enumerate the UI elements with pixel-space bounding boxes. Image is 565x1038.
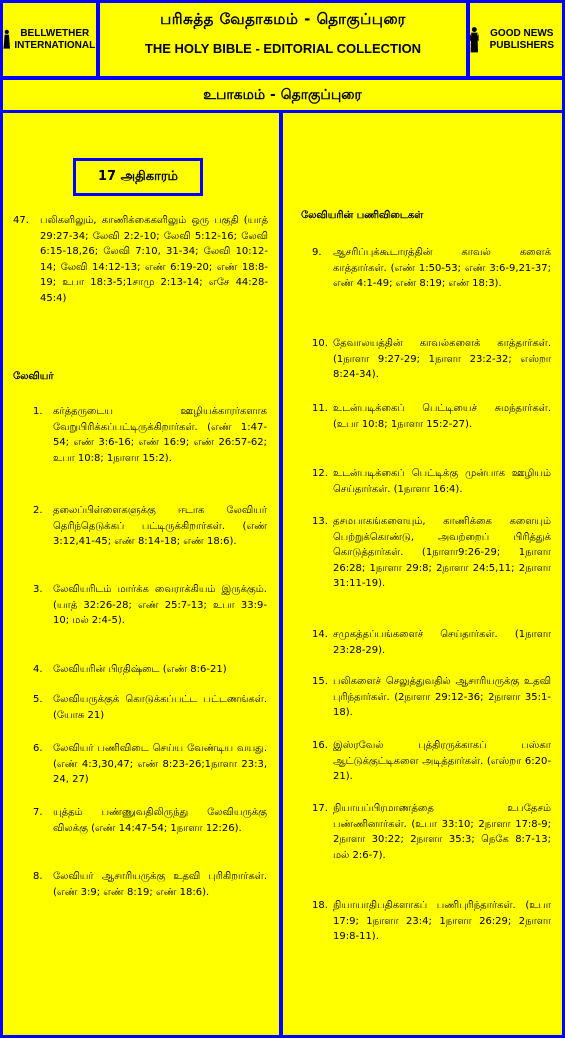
left-item-7-number: 7. bbox=[33, 807, 43, 818]
left-item-6-number: 6. bbox=[33, 743, 43, 754]
left-item-4-number: 4. bbox=[33, 664, 43, 675]
right-item-14-text: சமுகத்தப்பங்களைச் செய்தார்கள். (1நாளா 23:28-29). bbox=[333, 629, 551, 656]
bellwether-figure-icon bbox=[3, 20, 11, 60]
left-logo-text: BELLWETHER INTERNATIONAL bbox=[14, 27, 96, 51]
right-item-15-number: 15. bbox=[312, 676, 328, 687]
left-item-5-number: 5. bbox=[33, 694, 43, 705]
title-english: THE HOLY BIBLE - EDITORIAL COLLECTION bbox=[144, 41, 422, 56]
left-item-2-number: 2. bbox=[33, 505, 43, 516]
header-title-box bbox=[100, 3, 466, 76]
item-47-number: 47. bbox=[13, 215, 29, 226]
left-item-6-text: லேவியர் பணிவிடை செய்ய வேண்டிய வயது. (எண் 4:3,30,47; எண் 8:23-26;1நாளா 23:3, 24, 27) bbox=[53, 743, 267, 785]
right-item-11-text: உடன்படிக்கைப் பெட்டியைச் சுமந்தார்கள். (உபா 10:8; 1நாளா 15:2-27). bbox=[333, 403, 551, 430]
right-item-11-number: 11. bbox=[312, 403, 328, 414]
right-item-10-number: 10. bbox=[312, 338, 328, 349]
left-item-1-text: கர்த்தருடைய ஊழியக்காரர்களாக வேறுபிரிக்கப்பட்டிருக்கிறார்கள். (எண் 1:47-54; எண் 3:6-16; எண் 16:9; எண் 26:57-62; உபா 10:8; 1நாளா 15:2). bbox=[53, 406, 267, 464]
right-item-12-number: 12. bbox=[312, 468, 328, 479]
right-item-9-text: ஆசரிப்புக்கூடாரத்தின் காவல் களைக் காத்தார்கள். (எண் 1:50-53; எண் 3:6-9,21-37; எண் 4:1-49; எண் 8:19; எண் 18:3). bbox=[333, 247, 551, 289]
left-item-4-text: லேவியரின் பிரதிஷ்டை (எண் 8:6-21) bbox=[53, 664, 227, 675]
right-item-13-number: 13. bbox=[312, 516, 328, 527]
left-item-5-text: லேவியருக்குக் கொடுக்கப்பட்ட பட்டணங்கள். (யோசு 21) bbox=[53, 694, 267, 721]
left-section-heading: லேவியர் bbox=[13, 371, 54, 382]
right-item-14-number: 14. bbox=[312, 629, 328, 640]
right-item-17-text: நியாயப்பிரமாணத்தை உபதேசம் பண்ணினார்கள். (உபா 33:10; 2நாளா 17:8-9; 2நாளா 30:22; 2நாளா 35:3; நெகே 8:7-13; மல் 2:6-7). bbox=[333, 803, 551, 861]
right-item-12-text: உடன்படிக்கைப் பெட்டிக்கு முன்பாக ஊழியம் செய்தார்கள். (1நாளா 16:4). bbox=[333, 468, 551, 495]
left-item-8-number: 8. bbox=[33, 871, 43, 882]
chapter-title: 17 அதிகாரம் bbox=[73, 158, 203, 196]
right-item-13-text: தசமபாகங்களையும், காணிக்கை களையும் பெற்றுக்கொண்டு, அவற்றைப் பிரித்துக் கொடுத்தார்கள். (1நாளா9:26-29; 1நாளா 26:28; 1நாளா 29:8; 2நாளா 24:5,11; 2நாளா 31:11-19). bbox=[333, 516, 551, 589]
right-section-heading: லேவியரின் பணிவிடைகள் bbox=[301, 210, 424, 221]
right-item-9-number: 9. bbox=[312, 247, 322, 258]
left-item-7-text: யுத்தம் பண்ணுவதிலிருந்து லேவியருக்கு விலக்கு (எண் 14:47-54; 1நாளா 12:26). bbox=[53, 807, 267, 834]
left-logo bbox=[3, 3, 96, 76]
right-item-16-number: 16. bbox=[312, 740, 328, 751]
left-item-8-text: லேவியர் ஆசாரியருக்கு உதவி புரிகிறார்கள். (எண் 3:9; எண் 8:19; எண் 18:6). bbox=[53, 871, 267, 898]
item-47-text: பலிகளிலும், காணிக்கைகளிலும் ஒரு பகுதி (யாத் 29:27-34; லேவி 2:2-10; லேவி 5:12-16; லேவி 6:15-18,26; லேவி 7:10, 31-34; லேவி 10:12-14; லேவி 14:12-13; எண் 6:19-20; எண் 18:8-19; உபா 18:3-5;1சாமு 2:13-14; எசே 44:28-45:4) bbox=[40, 215, 268, 304]
subtitle: உபாகமம் - தொகுப்புரை bbox=[3, 80, 562, 110]
left-item-3-text: லேவியரிடம் மார்க்க வைராக்கியம் இருக்கும். (யாத் 32:26-28; எண் 25:7-13; உபா 33:9-10; மல் 2:4-5). bbox=[53, 584, 267, 626]
right-item-16-text: இஸ்ரவேல் புத்திரருக்காகப் பஸ்கா ஆட்டுக்குட்டிகளை அடித்தார்கள். (எஸ்றா 6:20-21). bbox=[333, 740, 551, 782]
left-item-2-text: தலைப்பிள்ளைகளுக்கு ஈடாக லேவியர் தெரிந்தெடுக்கப் பட்டிருக்கிறார்கள். (எண் 3:12,41-45; எண் 8:14-18; எண் 18:6). bbox=[53, 505, 267, 547]
right-item-10-text: தேவாலயத்தின் காவல்களைக் காத்தார்கள். (1நாளா 9:27-29; 1நாளா 23:2-32; எஸ்றா 8:24-34). bbox=[333, 338, 551, 380]
right-item-18-number: 18. bbox=[312, 900, 328, 911]
left-column bbox=[3, 113, 279, 1035]
title-tamil: பரிசுத்த வேதாகமம் - தொகுப்புரை bbox=[160, 10, 406, 28]
right-item-15-text: பலிகளைச் செலுத்துவதில் ஆசாரியருக்கு உதவி புரிந்தார்கள். (2நாளா 29:12-36; 2நாளா 35:1-18). bbox=[333, 676, 551, 718]
right-item-18-text: நியாயாதிபதிகளாகப் பணிபுரிந்தார்கள். (உபா 17:9; 1நாளா 23:4; 1நாளா 26:29; 2நாளா 19:8-11). bbox=[333, 900, 551, 942]
right-item-17-number: 17. bbox=[312, 803, 328, 814]
right-column bbox=[283, 113, 562, 1035]
left-item-1-number: 1. bbox=[33, 406, 43, 417]
right-logo-text: GOOD NEWS PUBLISHERS bbox=[489, 27, 555, 51]
angel-figure-icon bbox=[470, 18, 479, 62]
left-item-3-number: 3. bbox=[33, 584, 43, 595]
right-logo bbox=[470, 3, 562, 76]
